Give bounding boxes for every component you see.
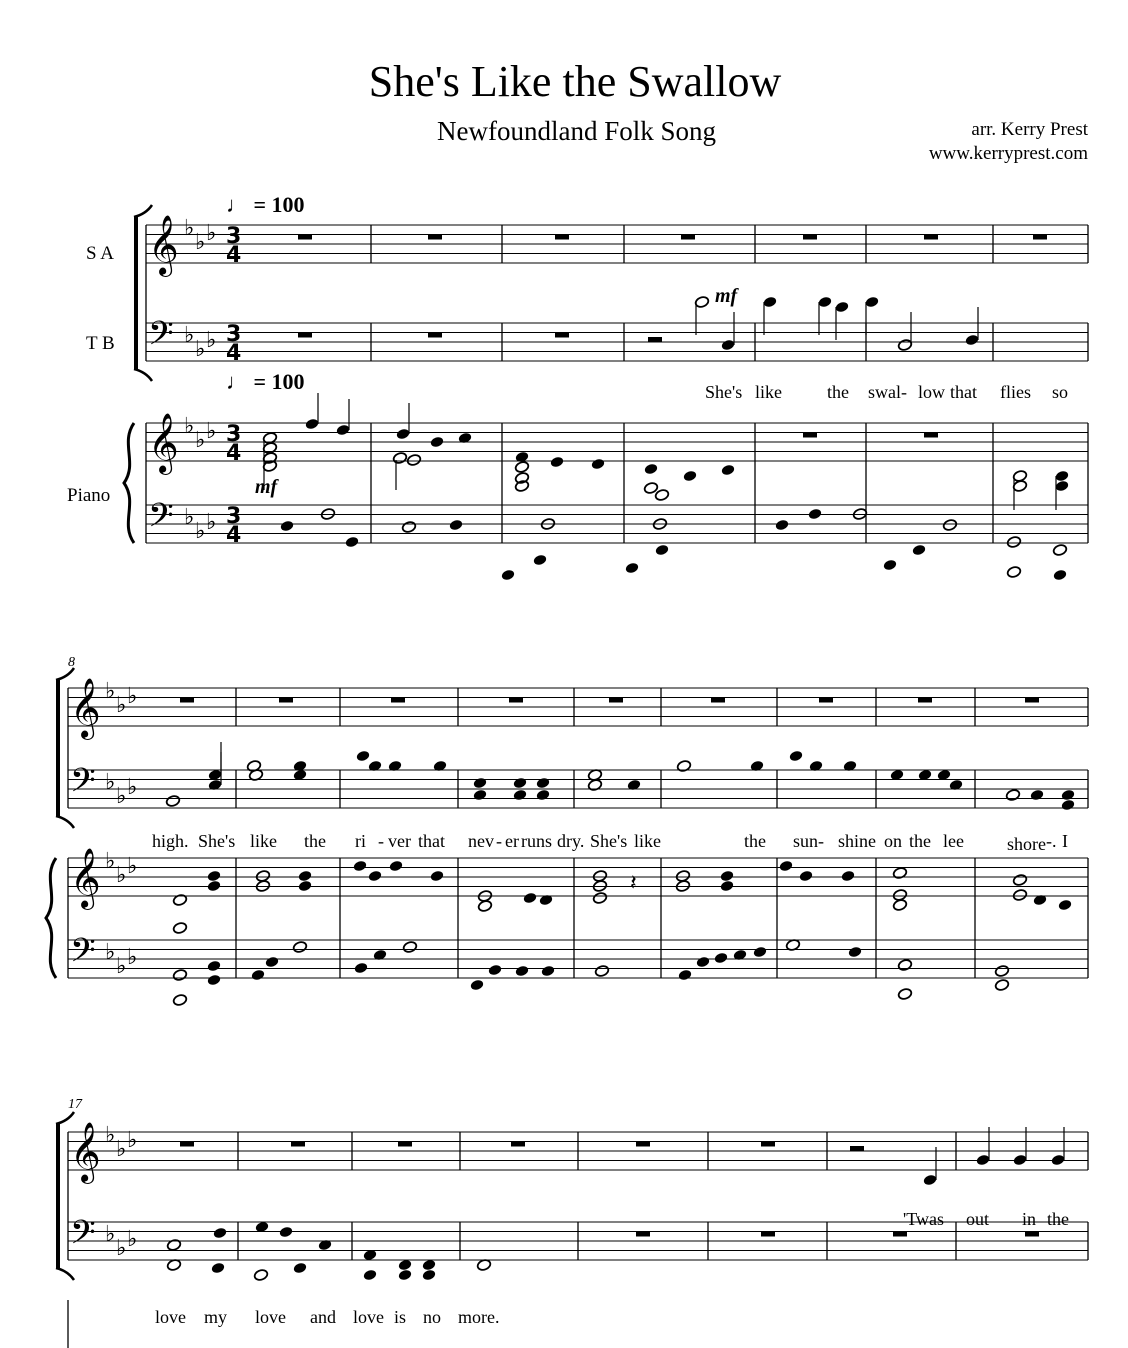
bracket-hook [56, 1268, 74, 1280]
whole-rest [711, 698, 725, 703]
quarter-note [1051, 1154, 1066, 1167]
treble-clef: 𝄞 [148, 215, 179, 275]
lyric-syllable: love [155, 1307, 186, 1327]
half-note [406, 453, 421, 466]
quarter-note [265, 956, 280, 969]
quarter-note [1055, 480, 1070, 493]
treble-clef: 𝄞 [70, 848, 101, 908]
half-note [994, 964, 1009, 977]
half-note [892, 898, 907, 911]
lyric-syllable: on [884, 831, 902, 851]
quarter-note [1061, 789, 1076, 802]
quarter-note [353, 860, 368, 873]
lyric-syllable: 'Twas [903, 1209, 944, 1229]
flat-sign: ♭ [116, 693, 127, 718]
flat-sign: ♭ [206, 419, 217, 444]
half-note [892, 866, 907, 879]
quarter-note [298, 880, 313, 893]
quarter-note [720, 880, 735, 893]
half-note [253, 1268, 268, 1281]
flat-sign: ♭ [116, 1236, 127, 1261]
choir-bracket [56, 680, 60, 816]
quarter-note [818, 296, 833, 309]
lyric-syllable: the [744, 831, 766, 851]
quarter-note [389, 860, 404, 873]
quarter-note [513, 789, 528, 802]
quarter-note [422, 1269, 437, 1282]
quarter-note [515, 965, 530, 978]
half-note [392, 451, 407, 464]
lyric-syllable: flies [1000, 382, 1031, 402]
quarter-note [251, 969, 266, 982]
lyric-syllable: like [634, 831, 661, 851]
bass-clef: 𝄢 [70, 932, 96, 978]
instrument-label-tb: T B [86, 333, 115, 354]
whole-rest [681, 235, 695, 240]
treble-clef: 𝄞 [148, 413, 179, 473]
quarter-note [533, 554, 548, 567]
half-note [292, 940, 307, 953]
whole-rest [428, 333, 442, 338]
lyric-syllable: the [909, 831, 931, 851]
quarter-note [799, 870, 814, 883]
quarter-note [753, 946, 768, 959]
quarter-note [305, 418, 320, 431]
whole-rest [180, 1142, 194, 1147]
half-note [1005, 788, 1020, 801]
lyric-syllable: - [496, 831, 502, 851]
lyric-syllable: like [250, 831, 277, 851]
quarter-note [513, 777, 528, 790]
whole-rest [428, 235, 442, 240]
lyric-syllable: low [918, 382, 945, 402]
lyric-syllable: -. [1046, 831, 1057, 851]
tempo-marking-choir: ♩ = 100 [226, 192, 305, 217]
half-note [1052, 543, 1067, 556]
lyric-syllable: is [394, 1307, 407, 1327]
arranger-website: www.kerryprest.com [928, 143, 1088, 164]
quarter-note [1053, 569, 1068, 582]
flat-sign: ♭ [127, 945, 138, 970]
whole-rest [555, 333, 569, 338]
time-signature-numerator: 3 [226, 224, 242, 249]
half-note [897, 958, 912, 971]
score-title: She's Like the Swallow [368, 57, 782, 106]
time-signature-numerator: 3 [226, 504, 242, 529]
half-note [592, 891, 607, 904]
lyric-syllable: love [353, 1307, 384, 1327]
lyric-syllable: swal- [868, 382, 907, 402]
half-note [172, 921, 187, 934]
lyric-syllable: high. [152, 831, 189, 851]
quarter-note [720, 870, 735, 883]
lyric-syllable: She's [705, 382, 743, 402]
whole-rest [636, 1142, 650, 1147]
quarter-note [207, 870, 222, 883]
quarter-note [808, 508, 823, 521]
lyric-syllable: like [755, 382, 782, 402]
quarter-note [298, 870, 313, 883]
flat-sign: ♭ [206, 221, 217, 246]
quarter-note [912, 544, 927, 557]
lyric-syllable: shore [1007, 834, 1046, 854]
lyric-syllable: dry. [557, 831, 585, 851]
half-note [172, 968, 187, 981]
flat-sign: ♭ [105, 1222, 116, 1247]
bass-clef: 𝄢 [70, 762, 96, 808]
quarter-note [280, 520, 295, 533]
quarter-note [293, 1262, 308, 1275]
half-note [594, 964, 609, 977]
quarter-note [625, 562, 640, 575]
flat-sign: ♭ [116, 863, 127, 888]
choir-bracket [56, 1124, 60, 1268]
quarter-note [644, 463, 659, 476]
lyric-syllable: sun- [793, 831, 824, 851]
quarter-note [473, 777, 488, 790]
whole-rest [803, 433, 817, 438]
quarter-note [848, 946, 863, 959]
half-note [1006, 565, 1021, 578]
bass-clef: 𝄢 [70, 1214, 96, 1260]
whole-rest [1025, 1232, 1039, 1237]
half-note [897, 338, 912, 351]
bass-clef: 𝄢 [148, 315, 174, 361]
quarter-note [1061, 799, 1076, 812]
quarter-note [923, 1174, 938, 1187]
quarter-note [211, 1262, 226, 1275]
quarter-note [789, 750, 804, 763]
lyric-syllable: the [827, 382, 849, 402]
lyric-syllable: my [204, 1307, 228, 1327]
quarter-note [363, 1269, 378, 1282]
quarter-note [207, 880, 222, 893]
flat-sign: ♭ [206, 328, 217, 353]
bass-clef: 𝄢 [148, 497, 174, 543]
piano-brace [124, 423, 134, 543]
whole-rest [180, 698, 194, 703]
half-note [166, 1238, 181, 1251]
flat-sign: ♭ [195, 519, 206, 544]
flat-sign: ♭ [195, 337, 206, 362]
time-signature-denominator: 4 [226, 341, 242, 366]
flat-sign: ♭ [184, 216, 195, 241]
quarter-note [714, 952, 729, 965]
lyric-syllable: er [505, 831, 519, 851]
lyric-syllable: ver [388, 831, 411, 851]
lyric-syllable: and [310, 1307, 336, 1327]
flat-sign: ♭ [195, 428, 206, 453]
lyric-syllable: no [423, 1307, 441, 1327]
half-note [587, 778, 602, 791]
whole-rest [636, 1232, 650, 1237]
quarter-note [523, 892, 538, 905]
dynamic-mf-piano: mf [255, 476, 278, 498]
whole-rest [298, 235, 312, 240]
quarter-note [541, 965, 556, 978]
tempo-marking-piano: ♩ = 100 [226, 369, 305, 394]
time-signature-denominator: 4 [226, 441, 242, 466]
quarter-note [763, 296, 778, 309]
quarter-note [591, 458, 606, 471]
instrument-label-piano: Piano [67, 485, 111, 506]
flat-sign: ♭ [116, 784, 127, 809]
whole-rest [298, 333, 312, 338]
measure-number-17: 17 [68, 1097, 82, 1112]
lyric-syllable: more. [458, 1307, 500, 1327]
lyric-syllable: that [950, 382, 977, 402]
half-rest [648, 337, 662, 342]
lyric-syllable: in [1022, 1209, 1037, 1229]
whole-rest [555, 235, 569, 240]
dynamic-mf-tb: mf [715, 285, 738, 307]
flat-sign: ♭ [105, 940, 116, 965]
whole-rest [609, 698, 623, 703]
half-note [1012, 873, 1027, 886]
quarter-note [501, 569, 516, 582]
flat-sign: ♭ [116, 954, 127, 979]
quarter-note [1030, 789, 1045, 802]
whole-rest [924, 433, 938, 438]
quarter-note [536, 777, 551, 790]
quarter-note [655, 544, 670, 557]
flat-sign: ♭ [206, 510, 217, 535]
quarter-note [721, 339, 736, 352]
flat-sign: ♭ [105, 770, 116, 795]
lyric-syllable: - [378, 831, 384, 851]
lyric-syllable: ri [355, 831, 366, 851]
piano-brace [46, 858, 56, 978]
whole-rest [761, 1232, 775, 1237]
quarter-note [213, 1227, 228, 1240]
half-note [172, 993, 187, 1006]
quarter-note [779, 860, 794, 873]
whole-rest [803, 235, 817, 240]
flat-sign: ♭ [105, 679, 116, 704]
lyric-syllable: that [418, 831, 445, 851]
whole-rest [511, 1142, 525, 1147]
bracket-hook [56, 816, 74, 828]
quarter-note [775, 519, 790, 532]
lyric-syllable: nev [468, 831, 494, 851]
quarter-rest: 𝄽 [630, 871, 637, 896]
quarter-note [1013, 1154, 1028, 1167]
quarter-note [398, 1269, 413, 1282]
treble-clef: 𝄞 [70, 678, 101, 738]
half-note [1006, 535, 1021, 548]
flat-sign: ♭ [184, 414, 195, 439]
quarter-note [1058, 899, 1073, 912]
lyric-syllable: lee [943, 831, 964, 851]
quarter-note [865, 296, 880, 309]
lyric-syllable: I [1062, 831, 1068, 851]
quarter-note [696, 956, 711, 969]
quarter-note [336, 424, 351, 437]
bracket-hook [134, 369, 152, 381]
half-note [994, 978, 1009, 991]
half-note [477, 899, 492, 912]
whole-rest [391, 698, 405, 703]
quarter-note [354, 962, 369, 975]
flat-sign: ♭ [127, 1128, 138, 1153]
flat-sign: ♭ [195, 230, 206, 255]
lyric-syllable: She's [198, 831, 236, 851]
quarter-note [345, 536, 360, 549]
time-signature-numerator: 3 [226, 322, 242, 347]
half-note [676, 759, 691, 772]
lyric-syllable: the [304, 831, 326, 851]
quarter-note [536, 789, 551, 802]
quarter-note [473, 789, 488, 802]
lyric-syllable: love [255, 1307, 286, 1327]
quarter-note [470, 979, 485, 992]
half-note [942, 518, 957, 531]
lyric-syllable: She's [590, 831, 628, 851]
flat-sign: ♭ [184, 323, 195, 348]
whole-rest [398, 1142, 412, 1147]
quarter-note [279, 1226, 294, 1239]
flat-sign: ♭ [116, 1137, 127, 1162]
quarter-note [207, 974, 222, 987]
quarter-note [488, 964, 503, 977]
flat-sign: ♭ [105, 1123, 116, 1148]
whole-rest [893, 1232, 907, 1237]
whole-rest [1025, 698, 1039, 703]
half-note [165, 794, 180, 807]
choir-bracket [134, 217, 138, 369]
flat-sign: ♭ [127, 854, 138, 879]
quarter-note [430, 436, 445, 449]
measure-number-8: 8 [68, 655, 75, 670]
whole-rest [509, 698, 523, 703]
half-note [402, 940, 417, 953]
half-note [694, 295, 709, 308]
whole-rest [924, 235, 938, 240]
quarter-note [678, 969, 693, 982]
quarter-note [1055, 470, 1070, 483]
quarter-note [356, 750, 371, 763]
treble-clef: 𝄞 [70, 1122, 101, 1182]
time-signature-denominator: 4 [226, 243, 242, 268]
lyric-syllable: so [1052, 382, 1069, 402]
half-note [897, 987, 912, 1000]
arranger-name: arr. Kerry Prest [971, 119, 1088, 140]
quarter-note [835, 301, 850, 314]
quarter-note [396, 428, 411, 441]
lyric-syllable: out [966, 1209, 990, 1229]
quarter-note [368, 870, 383, 883]
whole-rest [918, 698, 932, 703]
instrument-label-sa: S A [86, 243, 114, 264]
flat-sign: ♭ [105, 849, 116, 874]
half-note [401, 520, 416, 533]
time-signature-numerator: 3 [226, 422, 242, 447]
score-subtitle: Newfoundland Folk Song [437, 116, 716, 146]
quarter-note [841, 870, 856, 883]
quarter-note [207, 960, 222, 973]
lyric-syllable: the [1047, 1209, 1069, 1229]
flat-sign: ♭ [127, 684, 138, 709]
lyric-syllable: shine [838, 831, 876, 851]
whole-rest [1033, 235, 1047, 240]
half-note [1012, 888, 1027, 901]
quarter-note [550, 456, 565, 469]
flat-sign: ♭ [184, 505, 195, 530]
flat-sign: ♭ [127, 775, 138, 800]
quarter-note [430, 870, 445, 883]
whole-rest [291, 1142, 305, 1147]
quarter-note [683, 470, 698, 483]
half-note [514, 460, 529, 473]
quarter-note [449, 519, 464, 532]
quarter-note [965, 334, 980, 347]
lyric-syllable: runs [521, 831, 552, 851]
whole-rest [761, 1142, 775, 1147]
time-signature-denominator: 4 [226, 523, 242, 548]
whole-rest [279, 698, 293, 703]
flat-sign: ♭ [127, 1227, 138, 1252]
half-rest [850, 1146, 864, 1151]
quarter-note [883, 559, 898, 572]
half-note [172, 893, 187, 906]
half-note [1012, 479, 1027, 492]
quarter-note [721, 464, 736, 477]
whole-rest [819, 698, 833, 703]
quarter-note [976, 1154, 991, 1167]
